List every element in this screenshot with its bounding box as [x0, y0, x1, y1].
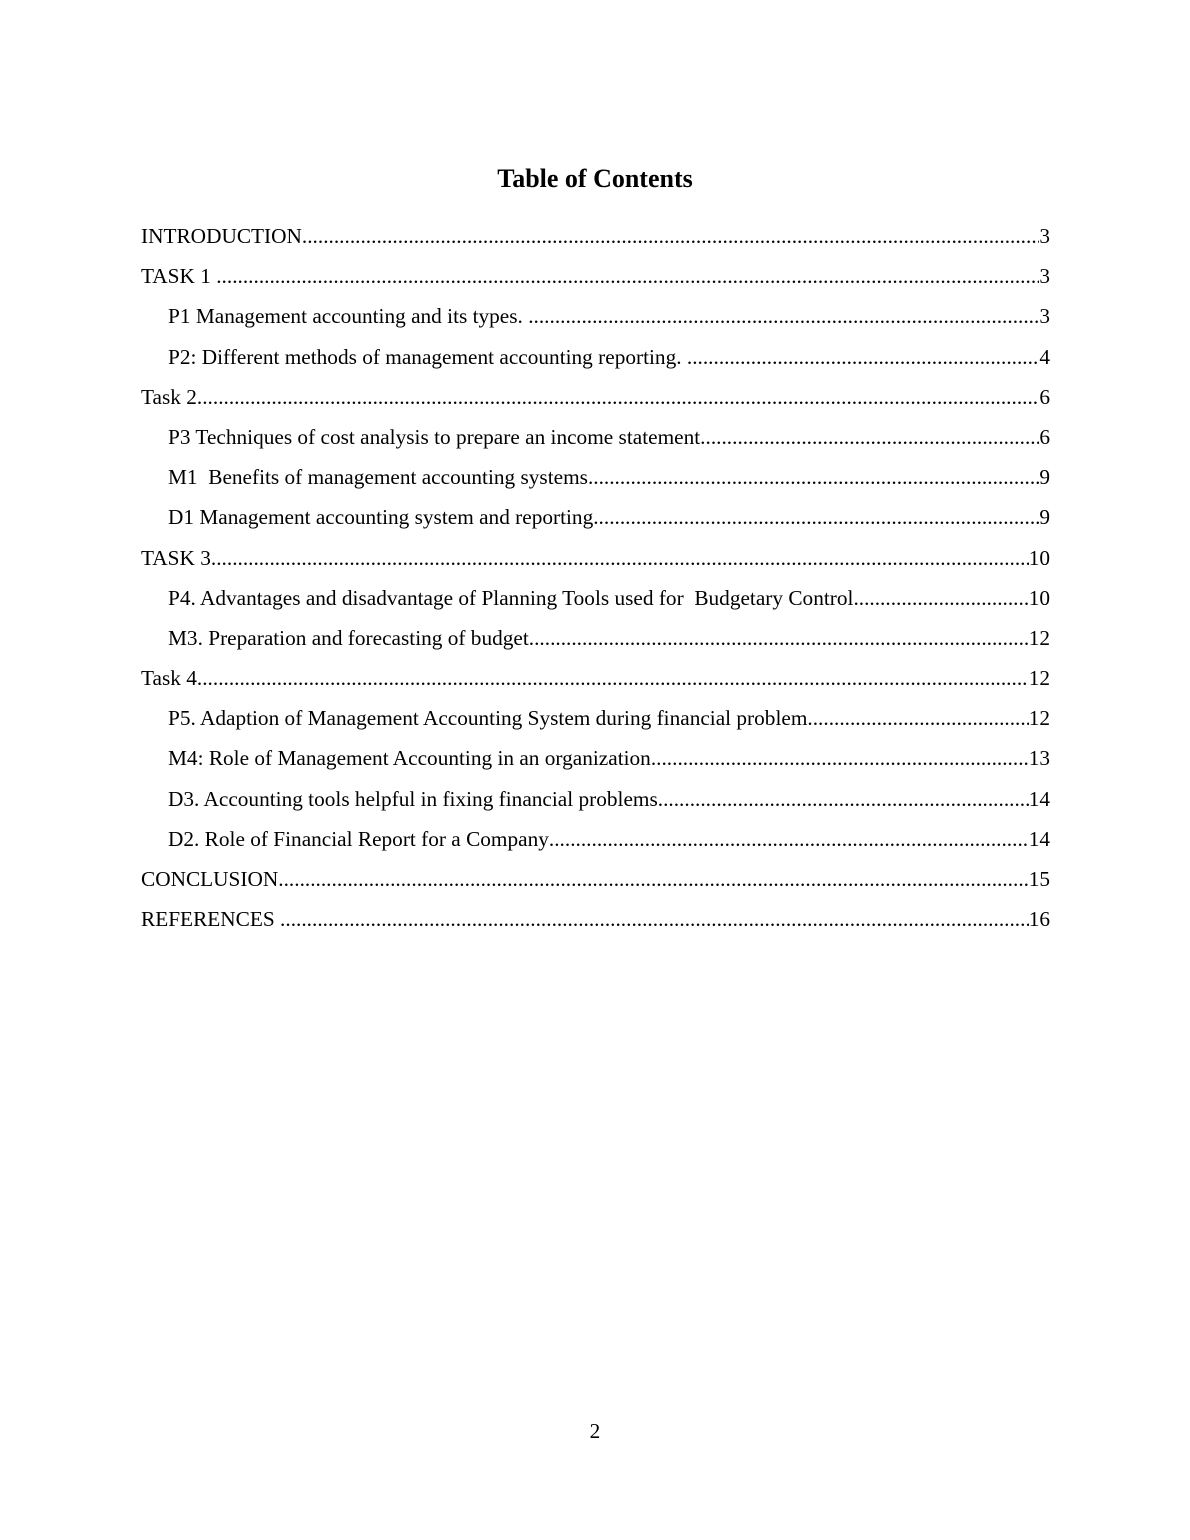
toc-entry-m3[interactable]	[141, 622, 1050, 662]
toc-entry-introduction[interactable]	[141, 220, 1050, 260]
toc-entry-label: TASK 3	[141, 545, 211, 570]
toc-entry-page: 14	[1028, 826, 1050, 851]
dot-leader	[549, 823, 1029, 855]
toc-entry-p3[interactable]	[141, 421, 1050, 461]
toc-entry-task-1[interactable]	[141, 260, 1050, 300]
toc-entry-page: 9	[1039, 505, 1050, 530]
dot-leader	[211, 542, 1029, 574]
toc-entry-label: P2: Different methods of management accounting reporting.	[168, 344, 687, 369]
dot-leader	[528, 300, 1039, 332]
dot-leader	[588, 461, 1039, 493]
dot-leader	[529, 622, 1029, 654]
dot-leader	[853, 582, 1028, 614]
dot-leader	[280, 903, 1029, 935]
toc-entry-label: P5. Adaption of Management Accounting System during financial problem	[168, 706, 808, 731]
toc-entry-page: 6	[1039, 384, 1050, 409]
toc-entry-conclusion[interactable]	[141, 863, 1050, 903]
toc-entry-page: 3	[1039, 264, 1050, 289]
toc-entry-p4[interactable]	[141, 582, 1050, 622]
dot-leader	[593, 501, 1039, 533]
dot-leader	[658, 783, 1029, 815]
toc-entry-page: 3	[1039, 224, 1050, 248]
toc-entry-references[interactable]	[141, 903, 1050, 943]
toc-entry-task-3[interactable]	[141, 542, 1050, 582]
table-of-contents	[141, 220, 1050, 943]
toc-entry-label: Task 4	[141, 666, 197, 691]
toc-entry-page: 16	[1028, 907, 1050, 932]
dot-leader	[216, 260, 1039, 292]
toc-entry-label: INTRODUCTION	[141, 224, 302, 248]
toc-entry-label: D3. Accounting tools helpful in fixing financial problems	[168, 786, 658, 811]
toc-entry-d1[interactable]	[141, 501, 1050, 541]
toc-entry-label: TASK 1	[141, 264, 217, 289]
toc-entry-label: REFERENCES	[141, 907, 281, 932]
toc-entry-label: M4: Role of Management Accounting in an organization	[168, 746, 651, 771]
toc-entry-label: P3 Techniques of cost analysis to prepare an income statement	[168, 424, 701, 449]
toc-entry-m1[interactable]	[141, 461, 1050, 501]
dot-leader	[197, 662, 1029, 694]
toc-entry-label: P1 Management accounting and its types.	[168, 304, 529, 329]
page-number: 2	[589, 1419, 601, 1443]
toc-entry-p2[interactable]	[141, 341, 1050, 381]
toc-entry-label: Task 2	[141, 384, 197, 409]
toc-entry-d2[interactable]	[141, 823, 1050, 863]
toc-entry-page: 9	[1039, 465, 1050, 490]
dot-leader	[700, 421, 1039, 453]
dot-leader	[807, 702, 1028, 734]
toc-entry-d3[interactable]	[141, 783, 1050, 823]
toc-entry-p5[interactable]	[141, 702, 1050, 742]
toc-entry-page: 15	[1028, 867, 1050, 891]
toc-entry-page: 10	[1028, 585, 1050, 610]
toc-entry-page: 12	[1028, 706, 1050, 731]
dot-leader	[651, 742, 1029, 774]
toc-entry-m4[interactable]	[141, 742, 1050, 782]
toc-entry-page: 4	[1039, 344, 1050, 369]
toc-entry-task-2[interactable]	[141, 381, 1050, 421]
toc-entry-page: 6	[1039, 424, 1050, 449]
toc-entry-label: M1 Benefits of management accounting systems	[168, 465, 588, 490]
dot-leader	[278, 863, 1028, 895]
toc-entry-page: 13	[1028, 746, 1050, 771]
toc-entry-page: 10	[1028, 545, 1050, 570]
toc-entry-p1[interactable]	[141, 300, 1050, 340]
toc-entry-label: D2. Role of Financial Report for a Company	[168, 826, 549, 851]
toc-entry-page: 14	[1028, 786, 1050, 811]
toc-entry-label: P4. Advantages and disadvantage of Planning Tools used for Budgetary Control	[168, 585, 854, 610]
toc-entry-page: 12	[1028, 625, 1050, 650]
dot-leader	[687, 341, 1039, 373]
toc-entry-label: CONCLUSION	[141, 867, 279, 891]
toc-entry-page: 12	[1028, 666, 1050, 691]
toc-entry-label: D1 Management accounting system and reporting	[168, 505, 594, 530]
dot-leader	[302, 220, 1039, 252]
toc-entry-label: M3. Preparation and forecasting of budget	[168, 625, 529, 650]
toc-entry-page: 3	[1039, 304, 1050, 329]
page-title: Table of Contents	[497, 164, 693, 193]
toc-entry-task-4[interactable]	[141, 662, 1050, 702]
dot-leader	[197, 381, 1039, 413]
